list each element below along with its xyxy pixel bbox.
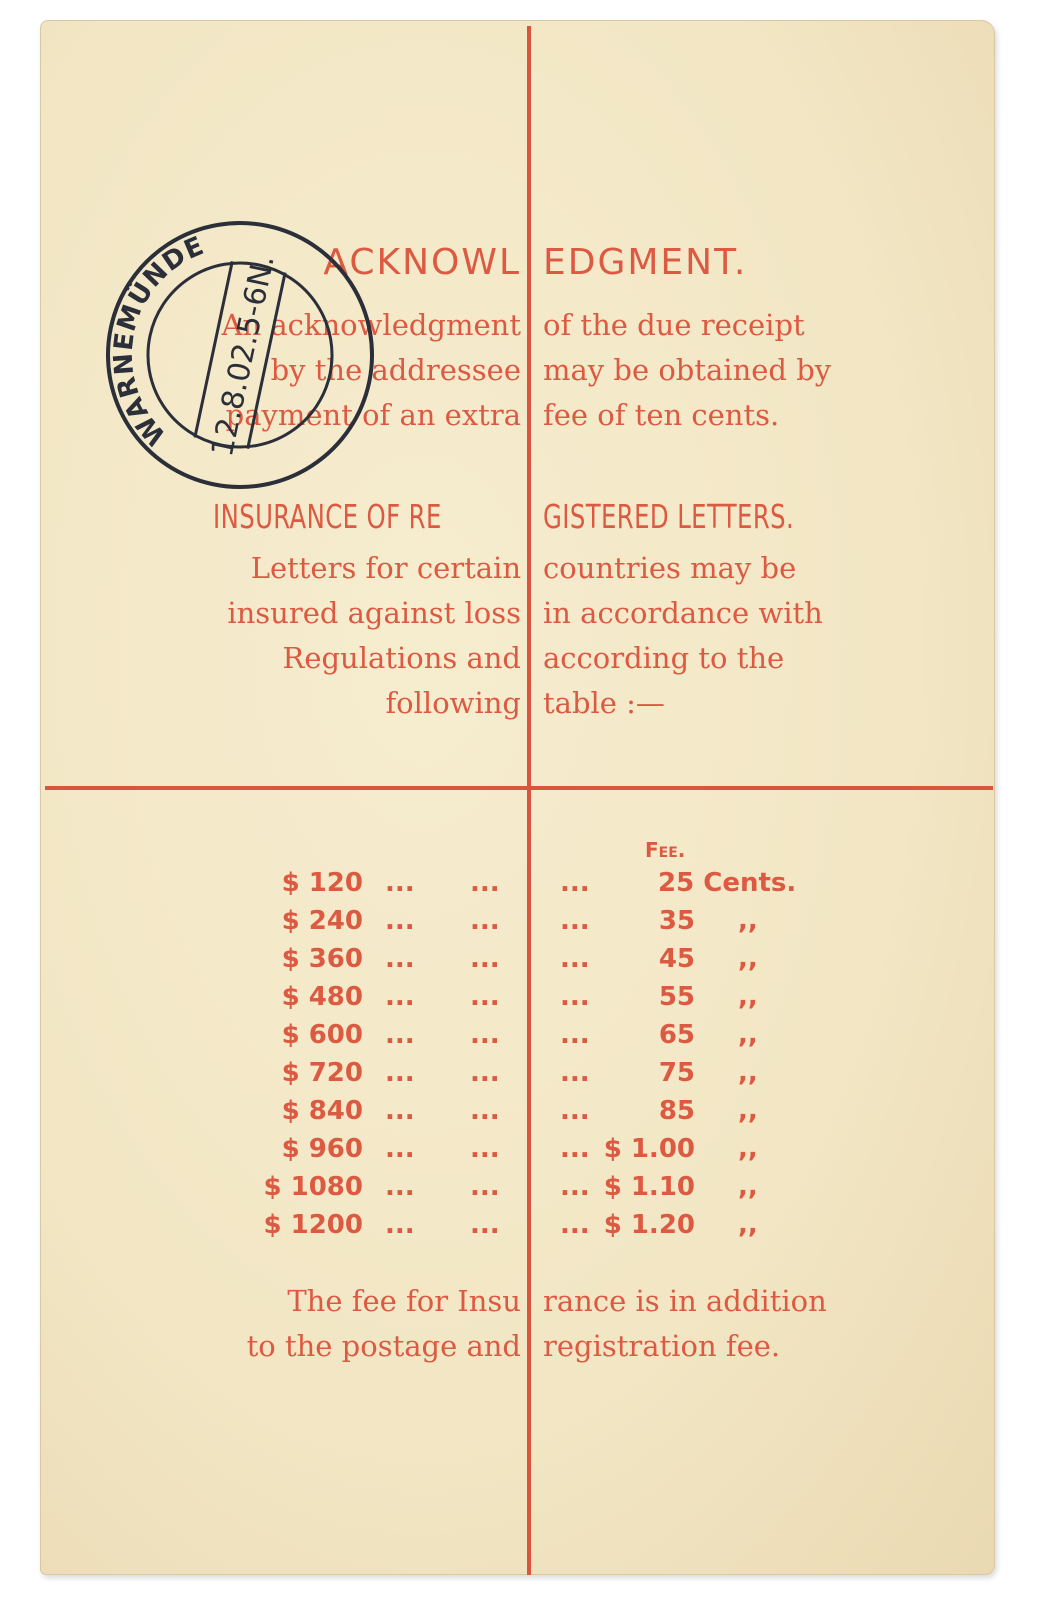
- leader-dots: ...: [470, 944, 500, 974]
- insurance-line: following: [385, 686, 521, 720]
- leader-dots: ...: [560, 1210, 590, 1240]
- insured-amount: $ 120: [281, 868, 363, 898]
- insured-amount: $ 600: [281, 1020, 363, 1050]
- fee-amount: 75: [658, 1058, 695, 1088]
- fee-amount: 25 Cents.: [658, 868, 797, 898]
- leader-dots: ...: [560, 944, 590, 974]
- fee-amount: 85: [658, 1096, 695, 1126]
- insurance-heading-right: GISTERED LETTERS.: [543, 497, 795, 536]
- insurance-line: Regulations and: [282, 641, 521, 675]
- insurance-line: according to the: [543, 641, 785, 675]
- leader-dots: ...: [470, 1058, 500, 1088]
- acknowledgment-line: may be obtained by: [543, 353, 832, 387]
- acknowledgment-heading-right: EDGMENT.: [543, 242, 748, 283]
- leader-dots: ...: [560, 1058, 590, 1088]
- acknowledgment-line: of the due receipt: [543, 308, 805, 342]
- footer-line: The fee for Insu: [287, 1284, 521, 1318]
- leader-dots: ...: [385, 1058, 415, 1088]
- fee-amount: $ 1.00: [603, 1134, 695, 1164]
- acknowledgment-line: An acknowledgment: [221, 308, 521, 342]
- ditto-mark: ,,: [738, 1134, 758, 1164]
- insurance-line: Letters for certain: [250, 551, 521, 585]
- insured-amount: $ 1080: [263, 1172, 363, 1202]
- insurance-line: countries may be: [543, 551, 797, 585]
- footer-line: to the postage and: [246, 1329, 521, 1363]
- insured-amount: $ 960: [281, 1134, 363, 1164]
- acknowledgment-line: payment of an extra: [225, 398, 521, 432]
- footer-text-left: [247, 1279, 521, 1369]
- leader-dots: ...: [385, 982, 415, 1012]
- fee-amount: 35: [658, 906, 695, 936]
- postmark-town: WARNEMÜNDE: [108, 230, 209, 451]
- leader-dots: ...: [560, 1172, 590, 1202]
- fee-column-header: Fee.: [645, 838, 686, 862]
- acknowledgment-line: by the addressee: [270, 353, 521, 387]
- leader-dots: ...: [470, 1096, 500, 1126]
- leader-dots: ...: [560, 1134, 590, 1164]
- leader-dots: ...: [470, 1134, 500, 1164]
- leader-dots: ...: [385, 906, 415, 936]
- leader-dots: ...: [560, 868, 590, 898]
- ditto-mark: ,,: [738, 1058, 758, 1088]
- leader-dots: ...: [560, 1096, 590, 1126]
- leader-dots: ...: [560, 982, 590, 1012]
- ditto-mark: ,,: [738, 944, 758, 974]
- leader-dots: ...: [470, 982, 500, 1012]
- insurance-line: insured against loss: [227, 596, 521, 630]
- insured-amount: $ 480: [281, 982, 363, 1012]
- ditto-mark: ,,: [738, 906, 758, 936]
- fee-amount: 65: [658, 1020, 695, 1050]
- insured-amount: $ 360: [281, 944, 363, 974]
- leader-dots: ...: [385, 1134, 415, 1164]
- postmark-cancellation: [95, 210, 385, 500]
- footer-text-right: [543, 1279, 827, 1369]
- ditto-mark: ,,: [738, 1020, 758, 1050]
- insured-amount: $ 720: [281, 1058, 363, 1088]
- ditto-mark: ,,: [738, 982, 758, 1012]
- leader-dots: ...: [385, 1020, 415, 1050]
- postmark-date: 12.8.02.5-6N.: [204, 251, 282, 460]
- leader-dots: ...: [470, 868, 500, 898]
- fee-amount: $ 1.20: [603, 1210, 695, 1240]
- ditto-mark: ,,: [738, 1096, 758, 1126]
- leader-dots: ...: [470, 1020, 500, 1050]
- insured-amount: $ 240: [281, 906, 363, 936]
- leader-dots: ...: [385, 1210, 415, 1240]
- ditto-mark: ,,: [738, 1172, 758, 1202]
- fee-amount: $ 1.10: [603, 1172, 695, 1202]
- leader-dots: ...: [385, 944, 415, 974]
- leader-dots: ...: [385, 1172, 415, 1202]
- leader-dots: ...: [385, 1096, 415, 1126]
- ditto-mark: ,,: [738, 1210, 758, 1240]
- insurance-line: table :—: [543, 686, 665, 720]
- insurance-line: in accordance with: [543, 596, 823, 630]
- acknowledgment-line: fee of ten cents.: [543, 398, 780, 432]
- insured-amount: $ 1200: [263, 1210, 363, 1240]
- footer-line: registration fee.: [543, 1329, 781, 1363]
- footer-line: rance is in addition: [543, 1284, 827, 1318]
- leader-dots: ...: [470, 1210, 500, 1240]
- insurance-heading-left: INSURANCE OF RE: [213, 497, 442, 536]
- leader-dots: ...: [470, 1172, 500, 1202]
- fee-amount: 45: [658, 944, 695, 974]
- leader-dots: ...: [560, 1020, 590, 1050]
- leader-dots: ...: [385, 868, 415, 898]
- acknowledgment-heading-left: ACKNOWL: [323, 242, 521, 283]
- insured-amount: $ 840: [281, 1096, 363, 1126]
- leader-dots: ...: [470, 906, 500, 936]
- leader-dots: ...: [560, 906, 590, 936]
- fee-amount: 55: [658, 982, 695, 1012]
